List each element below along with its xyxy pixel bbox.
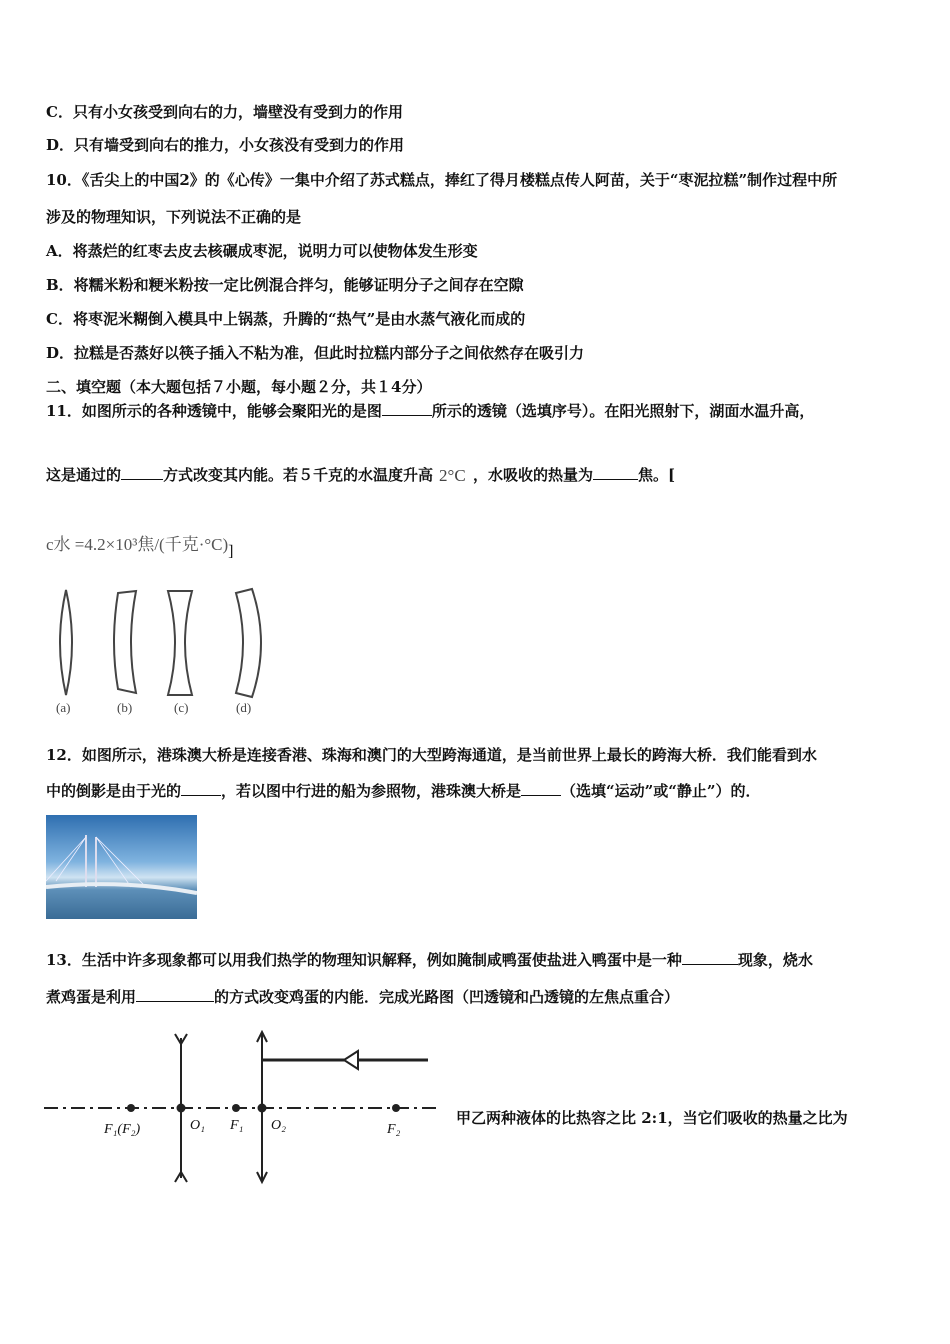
q10-option-c: C．将枣泥米糊倒入模具中上锅蒸，升腾的“热气”是由水蒸气液化而成的	[46, 310, 526, 328]
q11-text: 所示的透镜（选填序号）。在阳光照射下，湖面水温升高，	[431, 402, 815, 420]
lens-label-b: (b)	[117, 700, 133, 715]
q10-option-b: B．将糯米粉和粳米粉按一定比例混合拌匀，能够证明分子之间存在空隙	[46, 276, 524, 294]
label-f2: F₂	[387, 1122, 401, 1137]
q14-partial-text: 甲乙两种液体的比热容之比 2:1，当它们吸收的热量之比为	[456, 1109, 848, 1127]
q11-line1	[46, 401, 814, 421]
lens-label-d: (d)	[236, 700, 252, 715]
q12-line2	[46, 781, 761, 801]
q10-option-a: A．将蒸烂的红枣去皮去核碾成枣泥，说明力可以使物体发生形变	[46, 242, 478, 260]
answer-blank	[121, 465, 163, 480]
q10-stem-line2: 涉及的物理知识，下列说法不正确的是	[46, 208, 302, 226]
label-o2: O₂	[271, 1118, 286, 1133]
lens-d	[236, 589, 261, 697]
lens-label-a: (a)	[56, 700, 71, 715]
specific-heat-formula	[46, 530, 234, 560]
optics-diagram	[44, 1030, 444, 1185]
q13-line2	[46, 987, 679, 1007]
q13-text: 现象，烧水	[737, 951, 813, 969]
lens-label-c: (c)	[174, 700, 189, 715]
answer-blank	[682, 950, 738, 965]
q12-text: 中的倒影是由于光的	[46, 782, 182, 800]
q10-option-d: D．拉糕是否蒸好以筷子插入不粘为准，但此时拉糕内部分子之间依然存在吸引力	[46, 344, 585, 362]
q11-text: 焦。[	[638, 466, 676, 484]
q11-text: 这是通过的	[46, 466, 122, 484]
lens-figures	[44, 585, 274, 700]
q12-text: ，若以图中行进的船为参照物，港珠澳大桥是	[221, 782, 522, 800]
label-o1: O₁	[190, 1118, 205, 1133]
lens-b	[114, 591, 136, 693]
q11-text: 方式改变其内能。若５千克的水温度升高	[163, 466, 434, 484]
temperature-value: 2°C	[439, 466, 466, 485]
q13-line1	[46, 950, 813, 970]
q11-text: 11．如图所示的各种透镜中，能够会聚阳光的是图	[46, 402, 382, 420]
q13-text: 的方式改变鸡蛋的内能．完成光路图（凹透镜和凸透镜的左焦点重合）	[214, 988, 680, 1006]
q11-text: ，水吸收的热量为	[473, 466, 594, 484]
label-f1-f2: F₁(F₂)	[104, 1122, 141, 1137]
formula-text: c水 =4.2×10³焦/(千克·°C)	[46, 535, 229, 554]
answer-blank	[382, 401, 432, 416]
section-title: 二、填空题（本大题包括７小题，每小题２分，共１4分）	[46, 378, 432, 396]
q11-line2	[46, 465, 675, 485]
bridge-photo	[46, 815, 197, 919]
q12-text: （选填“运动”或“静止”）的．	[561, 782, 761, 800]
lens-a	[60, 590, 72, 695]
q9-option-c: C．只有小女孩受到向右的力，墙壁没有受到力的作用	[46, 103, 403, 121]
lens-c	[168, 591, 192, 695]
answer-blank	[181, 781, 221, 796]
q13-text: 13．生活中许多现象都可以用我们热学的物理知识解释，例如腌制咸鸭蛋使盐进入鸭蛋中是一种	[46, 951, 682, 969]
label-f1: F₁	[230, 1118, 244, 1133]
bridge-illustration	[46, 815, 197, 919]
answer-blank	[136, 987, 214, 1002]
formula-bracket: ]	[228, 543, 234, 560]
arrow-icon	[344, 1051, 358, 1069]
q13-text: 煮鸡蛋是利用	[46, 988, 137, 1006]
q10-stem-line1: 10．《舌尖上的中国2》的《心传》一集中介绍了苏式糕点，捧红了得月楼糕点传人阿苗，关于“枣泥拉糕”制作过程中所	[46, 171, 838, 189]
q12-line1: 12．如图所示，港珠澳大桥是连接香港、珠海和澳门的大型跨海通道，是当前世界上最长的跨海大桥．我们能看到水	[46, 746, 817, 764]
answer-blank	[593, 465, 638, 480]
answer-blank	[521, 781, 561, 796]
q9-option-d: D．只有墙受到向右的推力，小女孩没有受到力的作用	[46, 136, 405, 154]
